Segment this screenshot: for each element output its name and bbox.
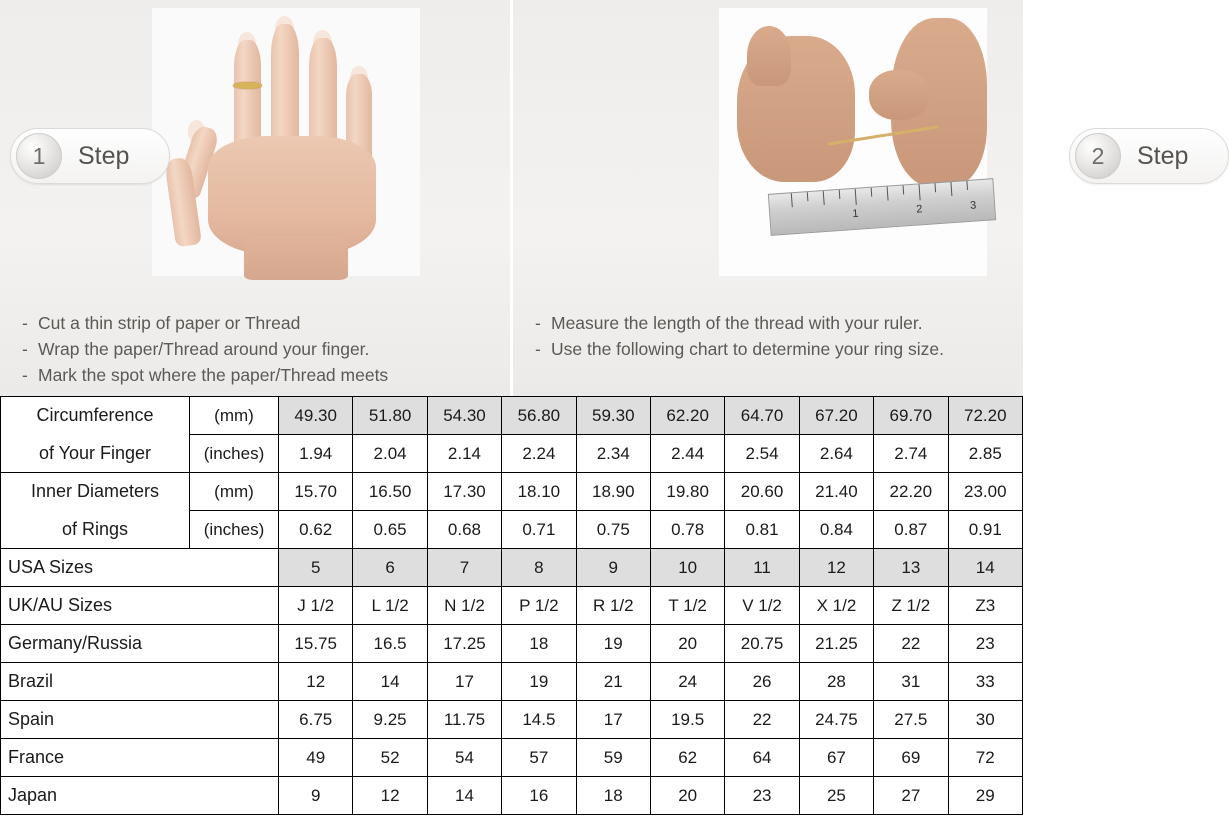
row-label-germany-russia: Germany/Russia: [1, 625, 279, 663]
cell: 21.25: [799, 625, 873, 663]
step-1-instructions: - Cut a thin strip of paper or Thread - Wrap the paper/Thread around your finger. - Mark the spot where the paper/Thread meets: [22, 313, 389, 385]
cell: 7: [427, 549, 501, 587]
cell: 62.20: [650, 397, 724, 435]
cell: 22: [874, 625, 948, 663]
cell: 17: [427, 663, 501, 701]
cell: 49.30: [279, 397, 353, 435]
cell: 0.68: [427, 511, 501, 549]
cell: 6.75: [279, 701, 353, 739]
cell: 72.20: [948, 397, 1022, 435]
step-2-instruction-2: Use the following chart to determine your ring size.: [551, 339, 944, 359]
row-label-usa-sizes: USA Sizes: [1, 549, 279, 587]
cell: 9: [576, 549, 650, 587]
cell: 0.65: [353, 511, 427, 549]
cell: 14: [948, 549, 1022, 587]
table-row: [1, 473, 1023, 511]
step-1-badge: [10, 128, 170, 184]
cell: 24: [650, 663, 724, 701]
cell: T 1/2: [650, 587, 724, 625]
row-label-uk-au-sizes: UK/AU Sizes: [1, 587, 279, 625]
cell: 27: [874, 777, 948, 815]
cell: 31: [874, 663, 948, 701]
cell: 6: [353, 549, 427, 587]
cell: 28: [799, 663, 873, 701]
cell: V 1/2: [725, 587, 799, 625]
cell: 17.25: [427, 625, 501, 663]
cell: 67.20: [799, 397, 873, 435]
cell: 17: [576, 701, 650, 739]
cell: 18.10: [502, 473, 576, 511]
cell: 1.94: [279, 435, 353, 473]
ruler-mark-1: 1: [852, 207, 859, 221]
cell: 14.5: [502, 701, 576, 739]
step-1-instruction-1: Cut a thin strip of paper or Thread: [38, 313, 301, 333]
row-label-france: France: [1, 739, 279, 777]
cell: L 1/2: [353, 587, 427, 625]
cell: 2.54: [725, 435, 799, 473]
table-row: [1, 777, 1023, 815]
cell: 0.91: [948, 511, 1022, 549]
cell: 23.00: [948, 473, 1022, 511]
cell: 0.71: [502, 511, 576, 549]
cell: 8: [502, 549, 576, 587]
cell: 2.85: [948, 435, 1022, 473]
cell: 21: [576, 663, 650, 701]
cell: 19.5: [650, 701, 724, 739]
cell: 2.04: [353, 435, 427, 473]
cell: 17.30: [427, 473, 501, 511]
cell: 20.75: [725, 625, 799, 663]
cell: N 1/2: [427, 587, 501, 625]
cell: 14: [427, 777, 501, 815]
cell: 12: [279, 663, 353, 701]
step-2-number: 2: [1075, 133, 1121, 179]
cell: Z 1/2: [874, 587, 948, 625]
cell: 69: [874, 739, 948, 777]
cell: 2.34: [576, 435, 650, 473]
cell: 20.60: [725, 473, 799, 511]
cell: 2.64: [799, 435, 873, 473]
cell: 24.75: [799, 701, 873, 739]
cell: 14: [353, 663, 427, 701]
cell: 59: [576, 739, 650, 777]
cell: 11: [725, 549, 799, 587]
unit-inches: (inches): [190, 511, 279, 549]
step-2-instructions: - Measure the length of the thread with your ruler. - Use the following chart to determine your ring size.: [535, 313, 944, 359]
step-1-instruction-3: Mark the spot where the paper/Thread meets: [38, 365, 389, 385]
cell: 29: [948, 777, 1022, 815]
table-row: [1, 397, 1023, 435]
cell: 64.70: [725, 397, 799, 435]
cell: 33: [948, 663, 1022, 701]
cell: 18: [502, 625, 576, 663]
ruler-mark-2: 2: [915, 203, 923, 216]
step-2-badge: [1069, 128, 1229, 184]
unit-inches: (inches): [190, 435, 279, 473]
step-2-panel: [513, 0, 1189, 396]
cell: 16: [502, 777, 576, 815]
cell: 22: [725, 701, 799, 739]
cell: 64: [725, 739, 799, 777]
row-label-circumference: Circumference: [1, 397, 190, 435]
cell: 2.44: [650, 435, 724, 473]
step-1-word: Step: [78, 141, 130, 170]
table-row: [1, 511, 1023, 549]
cell: 59.30: [576, 397, 650, 435]
cell: 19: [576, 625, 650, 663]
cell: Z3: [948, 587, 1022, 625]
cell: 2.14: [427, 435, 501, 473]
ring-size-table: [0, 396, 1023, 815]
step-2-word: Step: [1137, 141, 1189, 170]
cell: R 1/2: [576, 587, 650, 625]
cell: 54: [427, 739, 501, 777]
unit-mm: (mm): [190, 473, 279, 511]
cell: 15.70: [279, 473, 353, 511]
cell: 12: [353, 777, 427, 815]
cell: 9.25: [353, 701, 427, 739]
hand-with-ring-photo: [152, 8, 420, 276]
ruler-mark-3: 3: [969, 199, 977, 212]
row-label-brazil: Brazil: [1, 663, 279, 701]
cell: 5: [279, 549, 353, 587]
cell: 27.5: [874, 701, 948, 739]
step-1-instruction-2: Wrap the paper/Thread around your finger.: [38, 339, 370, 359]
table-row: [1, 701, 1023, 739]
cell: 23: [725, 777, 799, 815]
cell: 57: [502, 739, 576, 777]
cell: 19.80: [650, 473, 724, 511]
table-row: [1, 625, 1023, 663]
cell: 16.5: [353, 625, 427, 663]
cell: 0.62: [279, 511, 353, 549]
cell: 11.75: [427, 701, 501, 739]
cell: 0.84: [799, 511, 873, 549]
cell: 18: [576, 777, 650, 815]
ring-size-table-wrap: [0, 396, 1023, 815]
cell: 16.50: [353, 473, 427, 511]
cell: 51.80: [353, 397, 427, 435]
cell: 67: [799, 739, 873, 777]
cell: 20: [650, 625, 724, 663]
cell: 23: [948, 625, 1022, 663]
table-row: [1, 587, 1023, 625]
step-2-instruction-1: Measure the length of the thread with your ruler.: [551, 313, 923, 333]
cell: 0.87: [874, 511, 948, 549]
steps-section: [0, 0, 1189, 396]
cell: 18.90: [576, 473, 650, 511]
cell: 19: [502, 663, 576, 701]
cell: 2.24: [502, 435, 576, 473]
cell: 15.75: [279, 625, 353, 663]
cell: 21.40: [799, 473, 873, 511]
cell: P 1/2: [502, 587, 576, 625]
cell: J 1/2: [279, 587, 353, 625]
cell: 72: [948, 739, 1022, 777]
cell: 52: [353, 739, 427, 777]
cell: 9: [279, 777, 353, 815]
cell: 69.70: [874, 397, 948, 435]
table-row: [1, 739, 1023, 777]
unit-mm: (mm): [190, 397, 279, 435]
cell: 30: [948, 701, 1022, 739]
cell: 10: [650, 549, 724, 587]
thread-and-ruler-photo: [719, 8, 987, 276]
cell: 25: [799, 777, 873, 815]
table-row: [1, 663, 1023, 701]
step-1-panel: [0, 0, 513, 396]
cell: 54.30: [427, 397, 501, 435]
cell: 0.78: [650, 511, 724, 549]
cell: 12: [799, 549, 873, 587]
cell: 0.81: [725, 511, 799, 549]
row-label-spain: Spain: [1, 701, 279, 739]
cell: 22.20: [874, 473, 948, 511]
cell: X 1/2: [799, 587, 873, 625]
row-label-japan: Japan: [1, 777, 279, 815]
cell: 2.74: [874, 435, 948, 473]
cell: 26: [725, 663, 799, 701]
table-row: [1, 435, 1023, 473]
cell: 56.80: [502, 397, 576, 435]
row-label-inner-diameter-2: of Rings: [1, 511, 190, 549]
cell: 13: [874, 549, 948, 587]
table-row: [1, 549, 1023, 587]
row-label-inner-diameter: Inner Diameters: [1, 473, 190, 511]
cell: 0.75: [576, 511, 650, 549]
step-1-number: 1: [16, 133, 62, 179]
cell: 20: [650, 777, 724, 815]
row-label-circumference-2: of Your Finger: [1, 435, 190, 473]
cell: 49: [279, 739, 353, 777]
cell: 62: [650, 739, 724, 777]
